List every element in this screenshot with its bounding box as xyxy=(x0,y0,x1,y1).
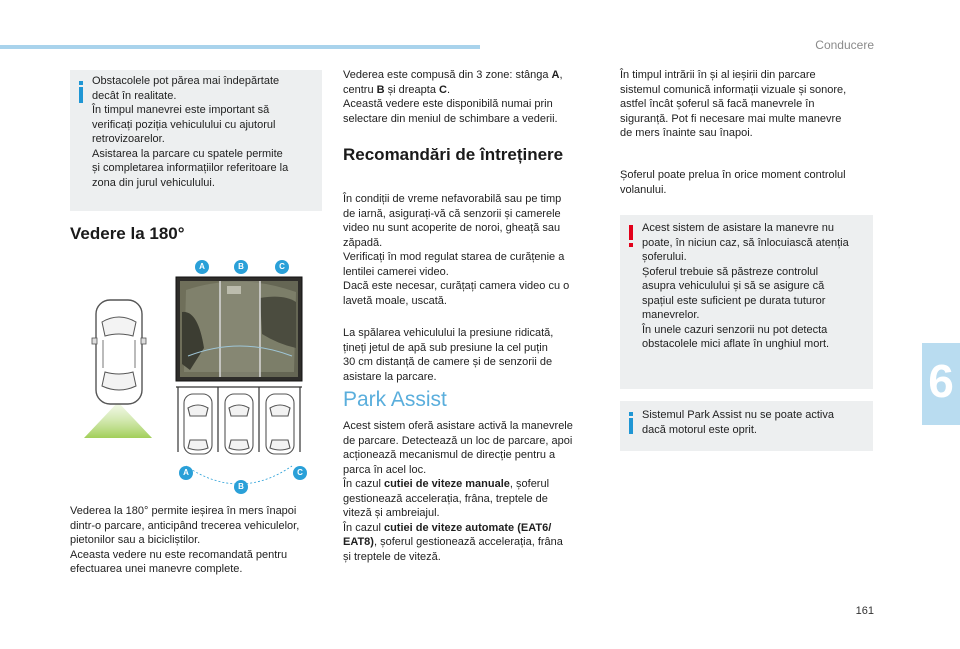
warning-line: obstacolele mici aflate în unghiul mort. xyxy=(642,338,830,350)
note-line: decât în realitate. xyxy=(92,89,177,102)
warning-note xyxy=(620,215,873,389)
page-number: 161 xyxy=(855,605,874,617)
caption-line: dintr-o parcare, anticipând trecerea vehiculelor, xyxy=(70,519,300,532)
heading-180-view: Vedere la 180° xyxy=(70,224,185,243)
park-line: Acest sistem oferă asistare activă la manevrele xyxy=(343,420,573,432)
camera-screen xyxy=(176,277,302,381)
park-line: acționează mecanismul de direcție pentru a xyxy=(343,449,556,461)
label-b-top: B xyxy=(234,260,248,274)
maintenance-line: lavetă moale, uscată. xyxy=(343,294,447,307)
info-icon xyxy=(78,81,84,103)
info-line: dacă motorul este oprit. xyxy=(642,423,757,436)
maintenance-line: În condiții de vreme nefavorabilă sau pe timp xyxy=(343,193,562,205)
maintenance-line: La spălarea vehiculului la presiune ridicată, xyxy=(343,327,554,339)
right-line: de mers înainte sau înapoi. xyxy=(620,127,753,139)
maintenance-line: asistare la parcare. xyxy=(343,370,437,383)
warning-icon xyxy=(628,225,634,247)
warning-line: șoferului. xyxy=(642,251,687,263)
header-bar xyxy=(0,45,480,49)
zones-line-3: Această vedere este disponibilă numai prin xyxy=(343,98,553,110)
park-assist-text xyxy=(343,419,605,564)
view-zones-text xyxy=(343,68,605,126)
chapter-tab xyxy=(922,343,960,425)
right-line: volanului. xyxy=(620,183,667,196)
warning-line: Acest sistem de asistare la manevre nu xyxy=(642,222,834,234)
caption-180-view xyxy=(70,504,330,577)
note-line: și completarea informațiilor referitoare la xyxy=(92,162,289,174)
note-line: retrovizoarelor. xyxy=(92,133,165,145)
view-180-diagram xyxy=(70,252,330,497)
right-paragraph-1 xyxy=(620,68,878,141)
park-line: În cazul cutiei de viteze manuale, șoferul xyxy=(343,478,550,490)
maintenance-line: lentilei camerei video. xyxy=(343,265,449,278)
caption-line: pietonilor sau a bicicliștilor. xyxy=(70,534,201,546)
chapter-number: 6 xyxy=(928,355,954,407)
right-line: astfel încât șoferul să facă manevrele în xyxy=(620,98,815,110)
note-line: În timpul manevrei este important să xyxy=(92,104,270,116)
caption-line: Vederea la 180° permite ieșirea în mers înapoi xyxy=(70,505,297,517)
zones-line-4: selectare din meniul de schimbare a vederii. xyxy=(343,112,558,125)
info-note-park-assist xyxy=(620,401,873,451)
maintenance-line: video nu sunt acoperite de noroi, gheață sau xyxy=(343,222,561,234)
maintenance-line: Dacă este necesar, curățați camera video cu o xyxy=(343,280,570,292)
warning-line: manevrelor. xyxy=(642,309,700,321)
note-line: Obstacolele pot părea mai îndepărtate xyxy=(92,75,280,87)
warning-line: asupra vehiculului și să se asigure că xyxy=(642,280,825,292)
heading-park-assist: Park Assist xyxy=(343,388,447,411)
right-line: Șoferul poate prelua în orice moment controlul xyxy=(620,169,846,181)
right-line: sistemul comunică informații vizuale și sonore, xyxy=(620,83,847,96)
note-line: zona din jurul vehiculului. xyxy=(92,176,215,189)
info-icon xyxy=(628,412,634,434)
caption-line: Aceasta vedere nu este recomandată pentru xyxy=(70,548,288,561)
right-line: În timpul intrării în și al ieșirii din parcare xyxy=(620,69,816,81)
park-line: și treptele de viteză. xyxy=(343,550,441,563)
park-line: parca în acel loc. xyxy=(343,463,427,476)
park-line: În cazul cutiei de viteze automate (EAT6/ xyxy=(343,521,552,534)
right-line: siguranță. Pot fi necesare mai multe manevre xyxy=(620,112,842,125)
parked-cars xyxy=(184,394,294,454)
warning-line: Șoferul trebuie să păstreze controlul xyxy=(642,265,819,278)
park-line: viteză și ambreiajul. xyxy=(343,507,440,519)
note-line: Asistarea la parcare cu spatele permite xyxy=(92,147,283,160)
maintenance-paragraph-2 xyxy=(343,326,605,384)
zones-line-2: centru B și dreapta C. xyxy=(343,83,451,96)
view-180-illustration xyxy=(70,252,330,497)
note-line: verificați poziția vehiculului cu ajutorul xyxy=(92,118,276,131)
maintenance-line: de iarnă, asigurați-vă că senzorii și camerele xyxy=(343,207,561,220)
note-info-obstacles xyxy=(70,70,322,211)
warning-line: În unele cazuri senzorii nu pot detecta xyxy=(642,323,828,336)
warning-line: spațiul este suficient pe durata tuturor xyxy=(642,294,826,307)
zones-line-1: Vederea este compusă din 3 zone: stânga A, xyxy=(343,69,563,81)
maintenance-line: 30 cm distanță de camere și de senzorii de xyxy=(343,356,553,368)
section-name: Conducere xyxy=(815,38,874,52)
maintenance-line: Verificați în mod regulat starea de curățenie a xyxy=(343,251,565,263)
caption-line: efectuarea unei manevre complete. xyxy=(70,563,243,575)
maintenance-line: zăpadă. xyxy=(343,236,383,249)
park-line: EAT8), șoferul gestionează accelerația, frâna xyxy=(343,536,563,548)
car-top-view xyxy=(92,300,146,404)
warning-line: poate, în niciun caz, să înlocuiască atenția xyxy=(642,236,849,249)
info-line: Sistemul Park Assist nu se poate activa xyxy=(642,409,834,421)
label-c-bottom: C xyxy=(293,466,307,480)
maintenance-line: țineți jetul de apă sub presiune la cel puțin xyxy=(343,341,548,354)
label-c-top: C xyxy=(275,260,289,274)
heading-maintenance: Recomandări de întreținere xyxy=(343,145,564,164)
camera-beam xyxy=(84,402,152,438)
right-paragraph-2 xyxy=(620,168,878,197)
maintenance-paragraph-1 xyxy=(343,192,605,308)
label-a-bottom: A xyxy=(179,466,193,480)
park-line: gestionează accelerația, frâna, treptele de xyxy=(343,492,548,505)
label-b-bottom: B xyxy=(234,480,248,494)
park-line: de parcare. Detectează un loc de parcare, apoi xyxy=(343,434,573,447)
label-a-top: A xyxy=(195,260,209,274)
